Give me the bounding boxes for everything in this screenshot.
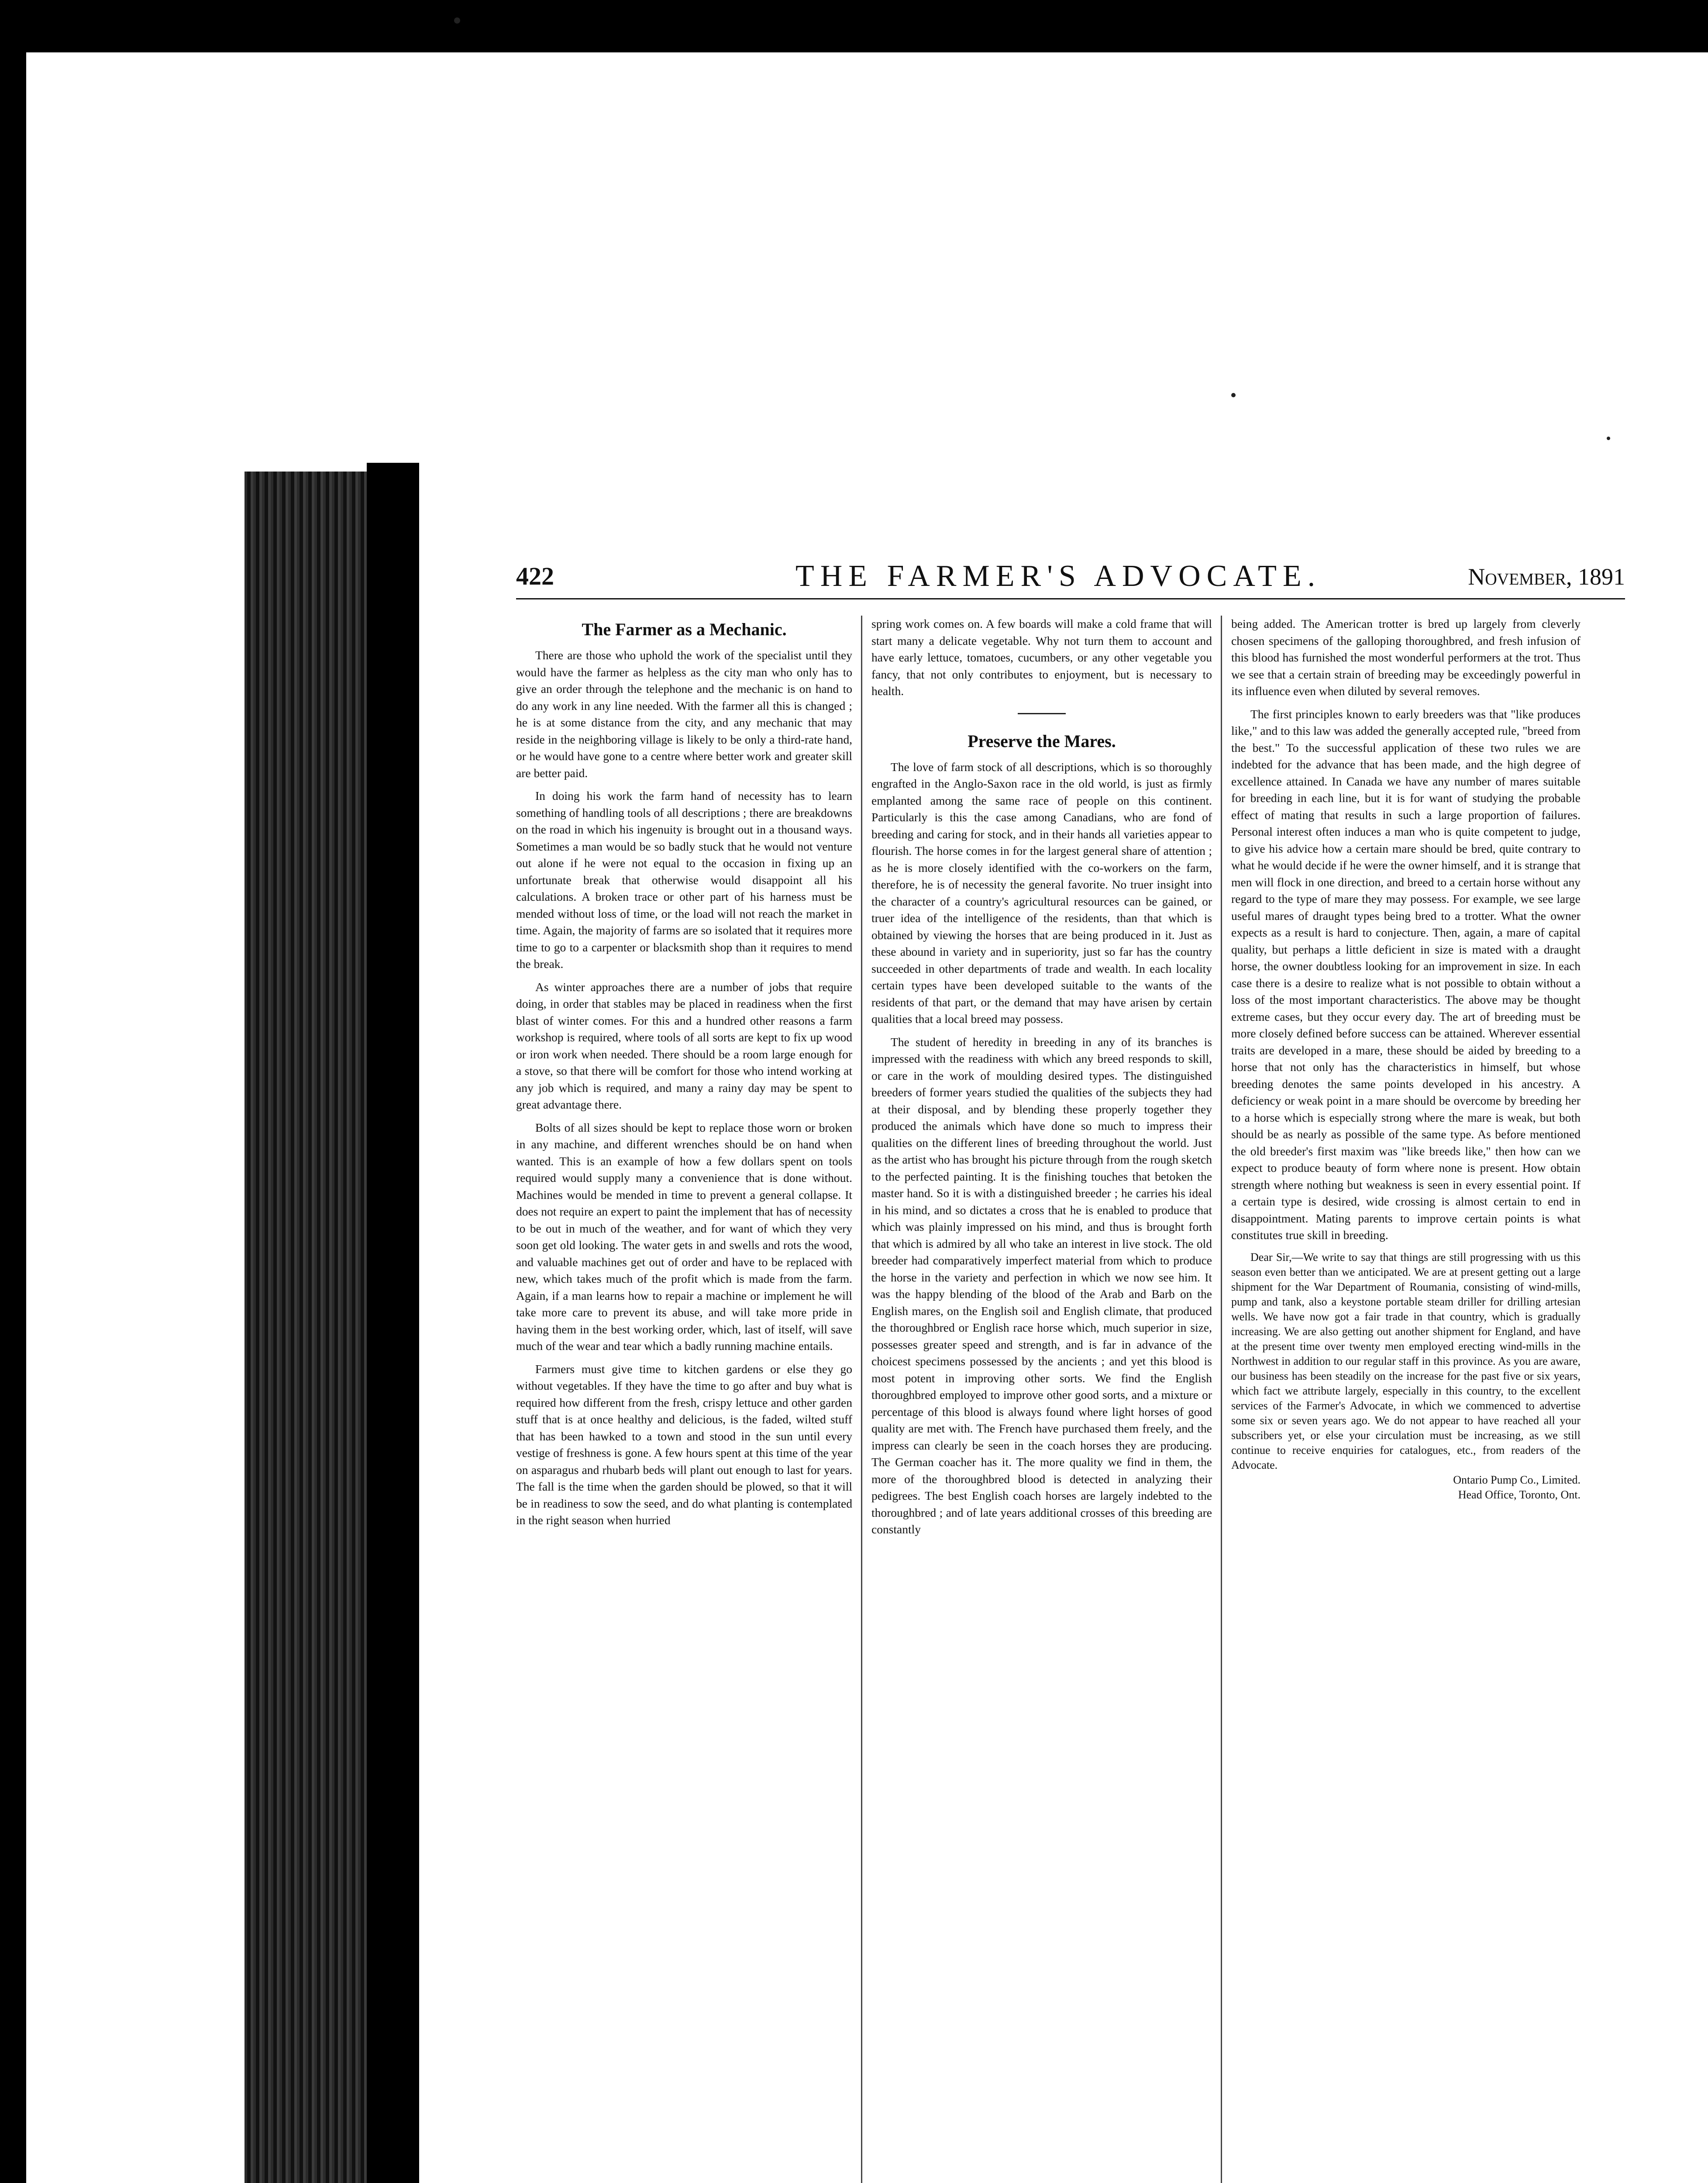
letter-address: Head Office, Toronto, Ont. (1458, 1488, 1581, 1501)
letter-body: Dear Sir,—We write to say that things are still progressing with us this season even better than we anticipated. We are at present getting out a large shipment for the War Department of Roumania, consisting of wind-mills, pump and tank, also a keystone portable steam driller for drilling artesian wells. We have now got a fair trade in that country, which is gradually increasing. We are also getting out another shipment for England, and have at the present time over twenty men employed erecting wind-mills in the Northwest in addition to our regular staff in this province. As you are aware, our business has been steadily on the increase for the past five or six years, which fact we attribute largely, especially in this country, to the excellent services of the Farmer's Advocate, in which we commenced to advertise some six or seven years ago. We do not appear to have reached all your subscribers yet, or else your circulation must be increasing, as we still continue to receive enquiries for catalogues, etc., from readers of the Advocate. (1231, 1250, 1581, 1471)
article-paragraph: There are those who uphold the work of the specialist until they would have the farmer as helpless as the city man who only has to give an order through the telephone and the mechanic is on hand to do any work in any line needed. With the farmer all this is changed ; he is at some distance from the city, and any mechanic that may reside in the neighboring village is likely to be only a third-rate hand, or he would have gone to a centre where better work and greater skill are better paid. (516, 648, 852, 780)
article-paragraph: Farmers must give time to kitchen gardens or else they go without vegetables. If they have the time to go after and buy what is required how different from the fresh, crispy lettuce and other garden stuff that is at once healthy and delicious, is the faded, wilted stuff that has been hawked to a town and stood in the sun until every vestige of freshness is gone. A few hours spent at this time of the year on asparagus and rhubarb beds will plant out enough to last for years. The fall is the time when the garden should be plowed, so that it will be in readiness to sow the seed, and do what planting is contemplated in the right season when hurried (516, 1362, 852, 1527)
section-divider (1018, 713, 1066, 714)
scan-speck (454, 17, 460, 24)
article-paragraph: Bolts of all sizes should be kept to replace those worn or broken in any machine, and different wrenches should be on hand when wanted. This is an example of how a few dollars spent on tools required would supply many a convenience that is done without. Machines would be mended in time to prevent a general collapse. It does not require an expert to paint the implement that has of necessity to be out in much of the weather, and for want of which they very soon get old looking. The water gets in and swells and rots the wood, and valuable machines get out of order and have to be replaced with new, which takes much of the profit which is made from the farm. Again, if a man learns how to repair a machine or implement he will take more care to prevent its abuse, and will take more pride in having them in the best working order, which, last of itself, will save much of the wear and tear which a badly running machine entails. (516, 1120, 852, 1353)
article-paragraph-continued: spring work comes on. A few boards will make a cold frame that will start many a delicate vegetable. Why not turn them to account and have early lettuce, tomatoes, cucumbers, or any other vegetable you fancy, that not only contributes to enjoyment, but is necessary to health. (871, 617, 1212, 698)
column-divider (1221, 616, 1222, 2183)
article-headline-mechanic: The Farmer as a Mechanic. (582, 620, 787, 639)
article-paragraph: The student of heredity in breeding in any of its branches is impressed with the readiness with which any breed responds to skill, or care in the work of moulding desired types. The distinguished breeders of former years studied the qualities of the subjects they had at their disposal, and by blending these properly together they produced the animals which have done so much to impress their qualities on the different lines of breeding throughout the world. Just as the artist who has brought his picture through from the rough sketch to the perfected painting. It is the finishing touches that betoken the master hand. So it is with a distinguished breeder ; he carries his ideal in his mind, and so dictates a cross that he is enabled to produce that which was plainly impressed on his mind, and thus is brought forth that which is admired by all who take an interest in live stock. The old breeder had comparatively imperfect material from which to produce the horse in the variety and perfection in which we now see him. It was the happy blending of the blood of the Arab and Barb on the English mares, on the English soil and English climate, that produced the thoroughbred or English race horse which, much superior in size, possesses greater speed and strength, and is far in advance of the choicest specimens possessed by the ancients ; and yet this blood is most potent in improving other sorts. We find the English thoroughbred employed to improve other good sorts, and a mixture or percentage of this blood is always found where light horses of good quality are met with. The French have purchased them freely, and the impress can clearly be seen in the coach horses they are producing. The German coacher has it. The more quality we find in them, the more of the thoroughbred blood is detected in analyzing their pedigrees. The best English coach horses are largely indebted to the thoroughbred ; and of late years additional crosses of this breeding are constantly (871, 1035, 1212, 1536)
letter-to-editor (1231, 1250, 1581, 1502)
page-number: 422 (516, 562, 554, 590)
article-column-3 (1231, 616, 1581, 2183)
page-header (516, 559, 1625, 599)
issue-date: November, 1891 (1468, 564, 1625, 590)
masthead-title: THE FARMER'S ADVOCATE. (795, 559, 1322, 593)
article-column-2 (871, 616, 1212, 2183)
book-spine-shadow (367, 463, 419, 2183)
article-headline-mares: Preserve the Mares. (968, 731, 1116, 751)
article-paragraph: The love of farm stock of all descriptions, which is so thoroughly engrafted in the Anglo-Saxon race in the old world, is just as firmly emplanted among the same race of people on this continent. Particularly is this the case among Canadians, who are fond of breeding and caring for stock, and in their hands all varieties appear to flourish. The horse comes in for the largest general share of attention ; as he is more closely identified with the co-workers on the farm, therefore, he is of necessity the general favorite. No truer insight into the character of a country's agricultural resources can be gained, or truer idea of the intelligence of the residents, than that which is obtained by viewing the horses that are being produced in it. Just as these abound in variety and in superiority, just so far has the country succeeded in other departments of trade and wealth. In each locality certain types have been developed suitable to the wants of the residents of that part, or the demand that may have arisen by certain qualities that a local breed may possess. (871, 760, 1212, 1026)
scan-speck (1607, 437, 1610, 440)
scan-speck (1231, 393, 1236, 397)
article-paragraph: As winter approaches there are a number of jobs that require doing, in order that stables may be placed in readiness when the first blast of winter comes. For this and a hundred other reasons a farm workshop is required, where tools of all sorts are kept to fix up wood or iron work when needed. There should be a room large enough for a stove, so that there will be comfort for those who intend working at any job which is required, and many a rainy day may be spent to great advantage there. (516, 980, 852, 1111)
article-paragraph: In doing his work the farm hand of necessity has to learn something of handling tools of all descriptions ; there are breakdowns on the road in which his ingenuity is brought out in a thousand ways. Sometimes a man would be so badly stuck that he would not venture out alone if he were not equal to the occasion in fixing up an unfortunate break that otherwise would disappoint all his calculations. A broken trace or other part of his harness must be mended without loss of time, or the load will not reach the market in time. Again, the majority of farms are so isolated that it requires more time to go to a carpenter or blacksmith shop than it requires to mend the break. (516, 789, 852, 971)
article-paragraph: The first principles known to early breeders was that "like produces like," and to this law was added the generally accepted rule, "breed from the best." To the successful application of these two rules we are indebted for the advance that has been made, and the high degree of excellence attained. In Canada we have any number of mares suitable for breeding in each line, but it is for want of studying the probable effect of mating that results in such a large proportion of failures. Personal interest often induces a man who is quite competent to judge, to give his advice how a certain mare should be bred, quite contrary to what he would decide if he were the owner himself, and it is strange that men will flock in one direction, and breed to a certain horse without any regard to the type of mare they may possess. For example, we see large useful mares of draught types being bred to a trotter. What the owner expects as a result is hard to conjecture. Then, again, a mare of capital quality, but perhaps a little deficient in size is mated with a draught horse, the owner doubtless looking for an improvement in size. In each case there is a desire to realize what is not possible to obtain without a loss of the most important characteristics. The above may be thought extreme cases, but they occur every day. The art of breeding must be more closely defined before success can be attained. Wherever essential traits are developed in a mare, these should be aided by breeding to a horse that not only has the characteristics in himself, but whose breeding denotes the same points developed in his ancestry. A deficiency or weak point in a mare should be overcome by breeding her to a horse which is especially strong where the mare is weak, but both should be as nearly as possible of the same type. As before mentioned the old breeder's first maxim was "like breeds like," then how can we expect to produce beauty of form where none is present. How obtain strength where nothing but weakness is seen in every essential point. If a certain type is desired, wide crossing is almost certain to end in disappointment. Mating parents to improve certain points is what constitutes true skill in breeding. (1231, 707, 1581, 1242)
column-divider (861, 616, 862, 2183)
letter-signature: Ontario Pump Co., Limited. (1453, 1473, 1581, 1486)
article-paragraph-continued: being added. The American trotter is bred up largely from cleverly chosen specimens of the galloping thoroughbred, and fresh infusion of this blood has furnished the most wonderful performers at the trot. Thus we see that a certain strain of breeding may be exceedingly powerful in its influence even when diluted by several removes. (1231, 617, 1581, 698)
article-column-1 (516, 616, 852, 2183)
newspaper-page (419, 472, 1637, 2183)
